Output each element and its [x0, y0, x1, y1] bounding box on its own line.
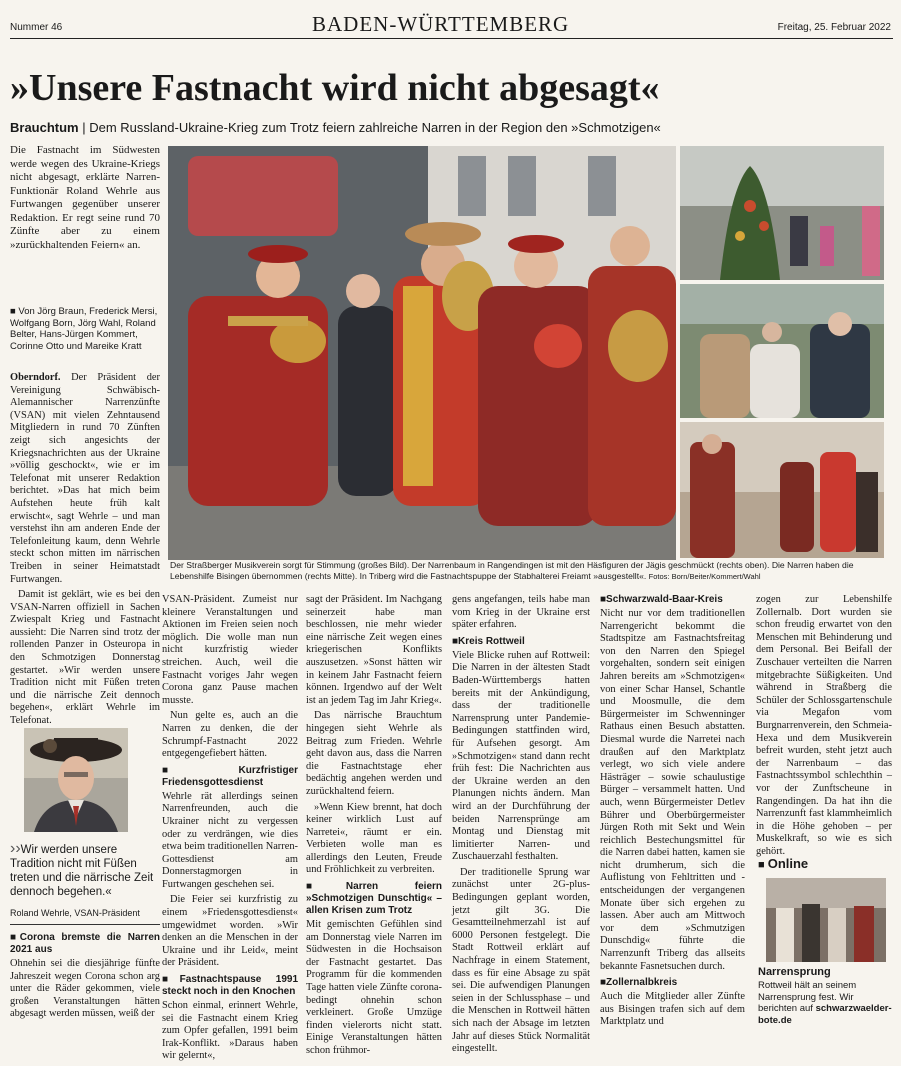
paragraph: Nun gelte es, auch an die Narren zu denken, die der Schrumpf-Fastnacht 2022 entgegengefiebert hätten.	[162, 710, 298, 760]
pull-quote-text: Wir werden unsere Tradition nicht mit Füßen treten und die närrische Zeit dennoch begehen.«	[10, 844, 154, 898]
header-rule	[10, 38, 893, 39]
online-link[interactable]: schwarzwaelder-bote.de	[758, 1003, 892, 1026]
caption-text: Der Straßberger Musikverein sorgt für Stimmung (großes Bild). Der Narrenbaum in Rangendingen ist mit den Häsfiguren der Jägis geschmückt (rechts oben). Die Narren haben die Lebenshilfe Bisingen übernommen (rechts Mitte). In Triberg wird die Fastnachtspuppe der Stabhalterei Freiamt »ausgestellt«.	[170, 560, 854, 581]
subheading: ■ Corona bremste die Narren 2021 aus	[10, 932, 160, 956]
paragraph: Schon einmal, erinnert Wehrle, sei die Fastnacht einem Krieg zum Opfer gefallen, 1991 beim Irak-Konflikt. »Daraus haben wir gelernt«,	[162, 1000, 298, 1062]
online-title: Narrensprung	[758, 966, 831, 978]
paragraph: Viele Blicke ruhen auf Rottweil: Die Narren in der ältesten Stadt Baden-Württembergs hatten bereits mit der Ankündigung, dass der traditionelle Narrensprung unter Pandemie-Bedingungen stattfinden wird, für Aufsehen gesorgt. Am »Schmotzigen« stand dann recht früh fest: Die Nachrichten aus der Ukraine werden an den Planungen nichts ändern. Man wird an der Durchführung der beiden Narrensprünge am Montag und Dienstag mit limitierter Narren- und Zuschauerzahl festhalten.	[452, 649, 590, 863]
authors: ■ Von Jörg Braun, Frederick Mersi, Wolfgang Born, Jörg Wahl, Roland Belter, Hans-Jürgen Kommert, Corinne Otto und Mareike Kratt	[10, 306, 158, 352]
subheading: ■ Kreis Rottweil	[452, 636, 590, 648]
paragraph: Das närrische Brauchtum hingegen sieht Wehrle als Beitrag zum Frieden. Wehrle geht davon aus, dass die Narren die Fastnachtstage eher bedächtig angehen werden und zurückhaltend feiern.	[306, 710, 442, 797]
pull-quote: ››Wir werden unsere Tradition nicht mit Füßen treten und die närrische Zeit dennoch begehen.«	[10, 840, 154, 898]
headline: »Unsere Fastnacht wird nicht abgesagt«	[10, 67, 660, 109]
subheadline: Brauchtum | Dem Russland-Ukraine-Krieg zum Trotz feiern zahlreiche Narren in der Region den »Schmotzigen«	[10, 120, 661, 135]
section-title: BADEN-WÜRTTEMBERG	[312, 12, 570, 36]
paragraph: Die Feier sei kurzfristig zu einem »Friedensgottesdienst« umgewidmet worden. »Wir denken an die Menschen in der Ukraine und ihr Leid«, meint der Präsident.	[162, 894, 298, 969]
paragraph: sagt der Präsident. Im Nachgang seinerzeit habe man beschlossen, nie mehr wieder eine närrische Zeit wegen eines kriegerischen Konflikts auszusetzen. »Sonst hätten wir in keinem Jahr Fastnacht feiern können. Irgendwo auf der Welt ist an jedem Tag im Jahr Krieg«.	[306, 594, 442, 706]
photo-narrenbaum	[680, 146, 884, 280]
subheading: ■ Zollernalbkreis	[600, 977, 745, 989]
lead-paragraph: Die Fastnacht im Südwesten werde wegen des Ukraine-Kriegs nicht abgesagt, erklärte Narren-Funktionär Roland Wehrle aus Furtwangen gegenüber unserer Redaktion. Er regt seine rund 70 Zünfte aber zu einem »zurückhaltenden Feiern« an.	[10, 144, 160, 251]
subheading: ■ Schwarzwald-Baar-Kreis	[600, 594, 745, 606]
online-label: ■ Online	[758, 856, 809, 871]
paragraph: Mit gemischten Gefühlen sind am Donnerstag viele Narren im Südwesten in die Hochsaison der Fastnacht gestartet. Das Programm für die kommenden Tage hatten viele Zünfte corona-bedingt ohnehin schon verkleinert. Große Umzüge finden vielerorts nicht statt. Einige Veranstaltungen hätten schon frühmor-	[306, 919, 442, 1056]
subheading: ■ Narren feiern »Schmotzigen Dunschtig« – allen Krisen zum Trotz	[306, 881, 442, 917]
paragraph: Nicht nur vor dem traditionellen Narrengericht bekommt die Stadtspitze am Fastnachtsfreitag von den Narren den Spiegel vorgehalten, sondern seit einigen Jahren bereits am »Schmotzigen« von einer Schar Hansel, Schantle und Moosmulle, die dem Bürgermeister im Schwenninger Rathaus einen Besuch abstatten. Diesmal wurde die Narretei nach draußen auf den Marktplatz verlegt, wo sich viele andere Hästräger – sowie schaulustige Bürger – versammelt hatten. Und auch, wenn Bürgermeister Detlev Bührer und Oberbürgermeister Jürgen Roth mit Sekt und Wein reichlich Bestechungsmittel für die Narren dabei hatten, kamen sie nicht drumherum, sich die Auflistung von Fehltritten und -entscheidungen der vergangenen Monate über sich ergehen zu lassen. Aber auch am Mittwoch vor dem »Schmutzigen Dunschdig« führte die Narrenzunft Triberg das allseits bekannte Fasnetsuchen durch.	[600, 608, 745, 972]
date: Freitag, 25. Februar 2022	[777, 22, 891, 33]
rule	[10, 924, 160, 925]
paragraph: Wehrle rät allerdings seinen Narrenfreunden, auch die Ukrainer nicht zu vergessen oder zu verdrängen, wie dies etwa beim traditionellen Narren-Gottesdienst am Donnerstagmorgen in Furtwangen geschehen sei.	[162, 790, 298, 890]
paragraph: VSAN-Präsident. Zumeist nur kleinere Veranstaltungen und Aktionen im Freien seien noch möglich. Die wolle man nun nicht kurzfristig wieder streichen. Auch, weil die Fastnacht voriges Jahr wegen Corona ganz Pause machen musste.	[162, 594, 298, 706]
column-3	[306, 594, 442, 1061]
column-5	[600, 594, 745, 1032]
kicker: Brauchtum	[10, 120, 79, 135]
online-photo	[766, 878, 886, 962]
subheading: ■ Kurzfristiger Friedensgottesdienst	[162, 765, 298, 789]
online-teaser	[758, 980, 892, 1026]
quote-attribution: Roland Wehrle, VSAN-Präsident	[10, 908, 140, 918]
column-4	[452, 594, 590, 1059]
paragraph: Der Präsident der Vereinigung Schwäbisch-Alemannischer Narrenzünfte (VSAN) mit vielen Zehntausend Mitgliedern in rund 70 Zünften zeigt sich angesichts der Kriegsnachrichten aus der Ukraine »völlig geschockt«, wie er im Telefonat mit unserer Redaktion berichtet. »Das hat mich beim Aufstehen heute früh kalt erwischt«, sagt Wehrle – und man verstehst ihn am anderen Ende der Telefonleitung kaum, denn Wehrle steckt schon mitten im närrischen Treiben in seiner Heimatstadt Furtwangen.	[10, 372, 160, 585]
paragraph: zogen zur Lebenshilfe Zollernalb. Dort wurden sie schon freudig erwartet von den Menschen mit Behinderung und dem Personal. Bei Beifall der Zuschauer verteilten die Narren mitgebrachte Süßigkeiten. Und während in Straßberg die Schüler der Schlossgartenschule via Megafon vom Burgnarrenverein, den Schmeia-Hexa und dem Musikverein befreit wurden, steht jetzt auch der Narrenbaum – das Fastnachtssymbol schlechthin – vor der Zunftscheune in Rangendingen. Da hat ihn die Narrenzunft fast klammheimlich in die Höhe gehoben – per Muskelkraft, so wie es sich gehört.	[756, 594, 892, 857]
paragraph: »Wenn Kiew brennt, hat doch keiner wirklich Lust auf Narretei«, räumt er ein. Verbieten wolle man es allerdings den Leuten, Freude und Fröhlichkeit zu verbreiten.	[306, 801, 442, 876]
paragraph: gens angefangen, teils habe man vom Krieg in der Ukraine erst später erfahren.	[452, 594, 590, 631]
subhead-text: Dem Russland-Ukraine-Krieg zum Trotz feiern zahlreiche Narren in der Region den »Schmotzigen«	[89, 120, 661, 135]
main-photo-band	[168, 146, 676, 560]
column-2	[162, 594, 298, 1066]
photo-lebenshilfe	[680, 284, 884, 418]
paragraph: Ohnehin sei die diesjährige fünfte Jahreszeit wegen Corona schon arg unter die Räder gekommen, viele großen Veranstaltungen hätten abgesagt werden müssen, weiß der	[10, 958, 160, 1020]
caption-credit: Fotos: Born/Beiter/Kommert/Wahl	[648, 571, 761, 581]
authors-text: Von Jörg Braun, Frederick Mersi, Wolfgang Born, Jörg Wahl, Roland Belter, Hans-Jürgen Kommert, Corinne Otto und Mareike Kratt	[10, 306, 158, 352]
column-1	[10, 372, 160, 731]
column-6	[756, 594, 892, 861]
paragraph: Damit ist geklärt, wie es bei den VSAN-Narren offiziell in Sachen Zwiespalt Krieg und Fastnacht aussieht: Die Narren sind trotz der rollenden Panzer in Osteuropa in den Schmotzigen Donnerstag gestartet. »Wir werden unsere Tradition nicht mit Füßen treten und die närrische Zeit dennoch begehen«, erklärt Wehrle im Telefonat.	[10, 589, 160, 727]
online-text: Rottweil hält an seinem Narrensprung fest. Wir berichten auf	[758, 980, 857, 1014]
portrait-photo	[24, 728, 128, 832]
issue-number: Nummer 46	[10, 22, 63, 33]
column-1-continued	[10, 928, 160, 1024]
paragraph: Der traditionelle Sprung war zunächst unter 2G-plus-Bedingungen geplant worden, jetzt gilt 3G. Die Gesamtteilnehmerzahl ist auf 6000 Personen festgelegt. Die Stadt Rottweil erklärt auf Nachfrage in einem Statement, dass es für eine Absage zu spät sei. Die aufwendigen Planungen seien in der Schlussphase – und die Menschen in Rottweil hätten sich nach der Absage im letzten Jahr auf dieses Stück Normalität eingestellt.	[452, 866, 590, 1055]
online-label-text: Online	[767, 856, 809, 871]
paragraph: Auch die Mitglieder aller Zünfte aus Bisingen trafen sich auf dem Marktplatz und	[600, 991, 745, 1028]
photo-triberg	[680, 422, 884, 558]
dateline: Oberndorf.	[10, 372, 61, 383]
subheading: ■ Fastnachtspause 1991 steckt noch in den Knochen	[162, 974, 298, 998]
photo-caption	[170, 560, 884, 582]
